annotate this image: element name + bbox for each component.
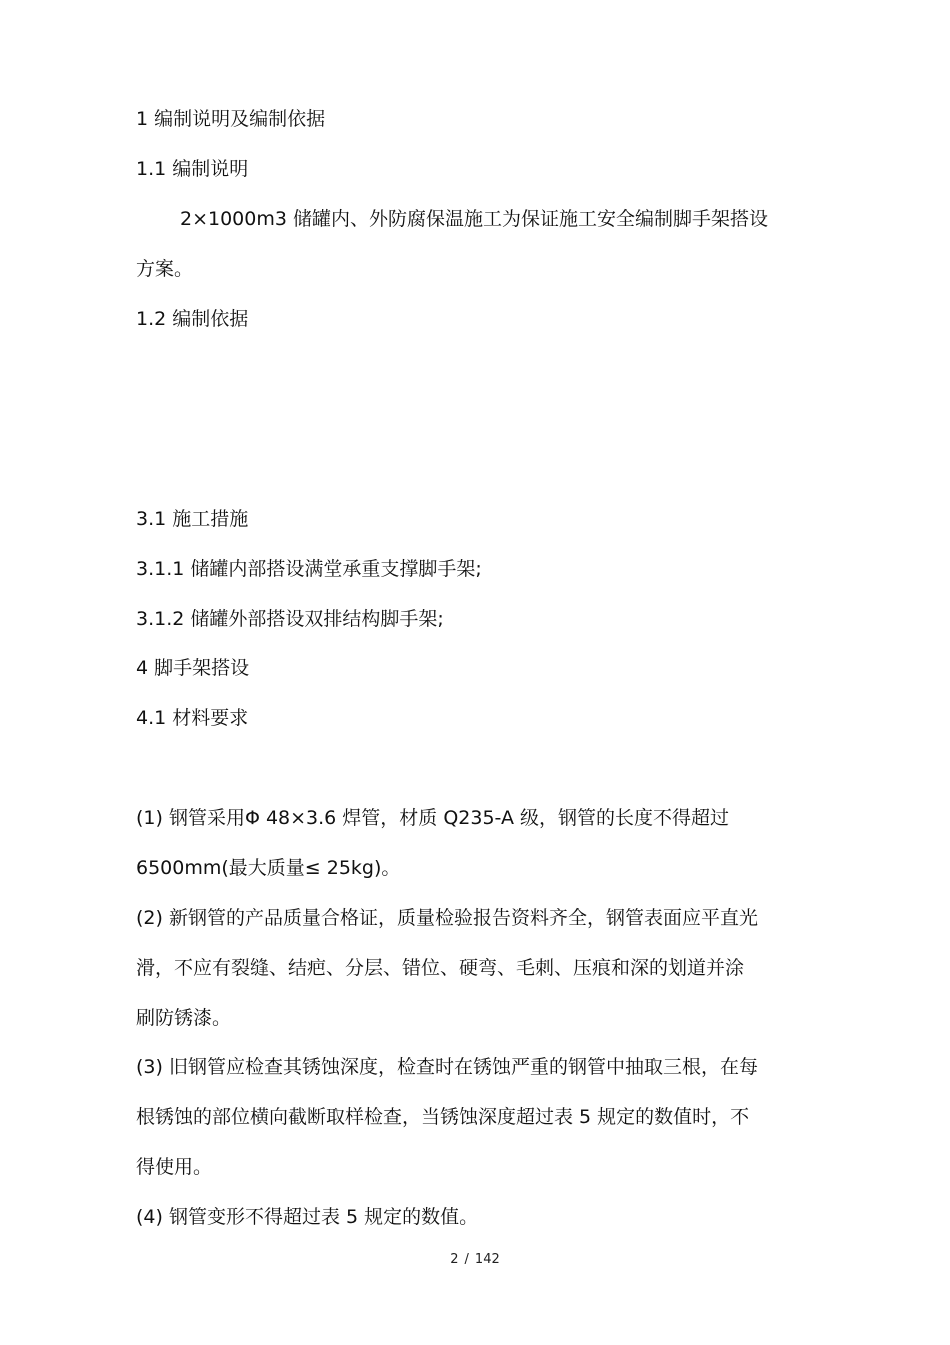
paragraph-line: 2×1000m3 储罐内、外防腐保温施工为保证施工安全编制脚手架搭设 <box>180 208 768 230</box>
item-3-1-2: 3.1.2 储罐外部搭设双排结构脚手架; <box>136 608 444 630</box>
list-item-line: 滑，不应有裂缝、结疤、分层、错位、硬弯、毛刺、压痕和深的划道并涂 <box>136 957 745 979</box>
page-current: 2 <box>450 1252 459 1267</box>
page-number <box>0 1252 950 1267</box>
list-item-line: (4) 钢管变形不得超过表 5 规定的数值。 <box>136 1206 479 1228</box>
heading-3-1: 3.1 施工措施 <box>136 508 249 530</box>
heading-4-1: 4.1 材料要求 <box>136 707 249 729</box>
item-3-1-1: 3.1.1 储罐内部搭设满堂承重支撑脚手架; <box>136 558 482 580</box>
heading-1-2: 1.2 编制依据 <box>136 308 249 330</box>
list-item-line: 得使用。 <box>136 1156 213 1178</box>
list-item-line: (1) 钢管采用Φ 48×3.6 焊管，材质 Q235-A 级，钢管的长度不得超过 <box>136 807 730 829</box>
page-separator: / <box>464 1252 469 1267</box>
heading-1-1: 1.1 编制说明 <box>136 158 249 180</box>
heading-1: 1 编制说明及编制依据 <box>136 108 326 130</box>
list-item-line: 6500mm(最大质量≤ 25kg)。 <box>136 857 401 879</box>
list-item-line: 根锈蚀的部位横向截断取样检查，当锈蚀深度超过表 5 规定的数值时，不 <box>136 1106 750 1128</box>
heading-4: 4 脚手架搭设 <box>136 657 250 679</box>
list-item-line: (3) 旧钢管应检查其锈蚀深度，检查时在锈蚀严重的钢管中抽取三根，在每 <box>136 1056 758 1078</box>
page-total: 142 <box>474 1252 500 1267</box>
paragraph-line: 方案。 <box>136 258 194 280</box>
list-item-line: (2) 新钢管的产品质量合格证，质量检验报告资料齐全，钢管表面应平直光 <box>136 907 758 929</box>
list-item-line: 刷防锈漆。 <box>136 1007 232 1029</box>
